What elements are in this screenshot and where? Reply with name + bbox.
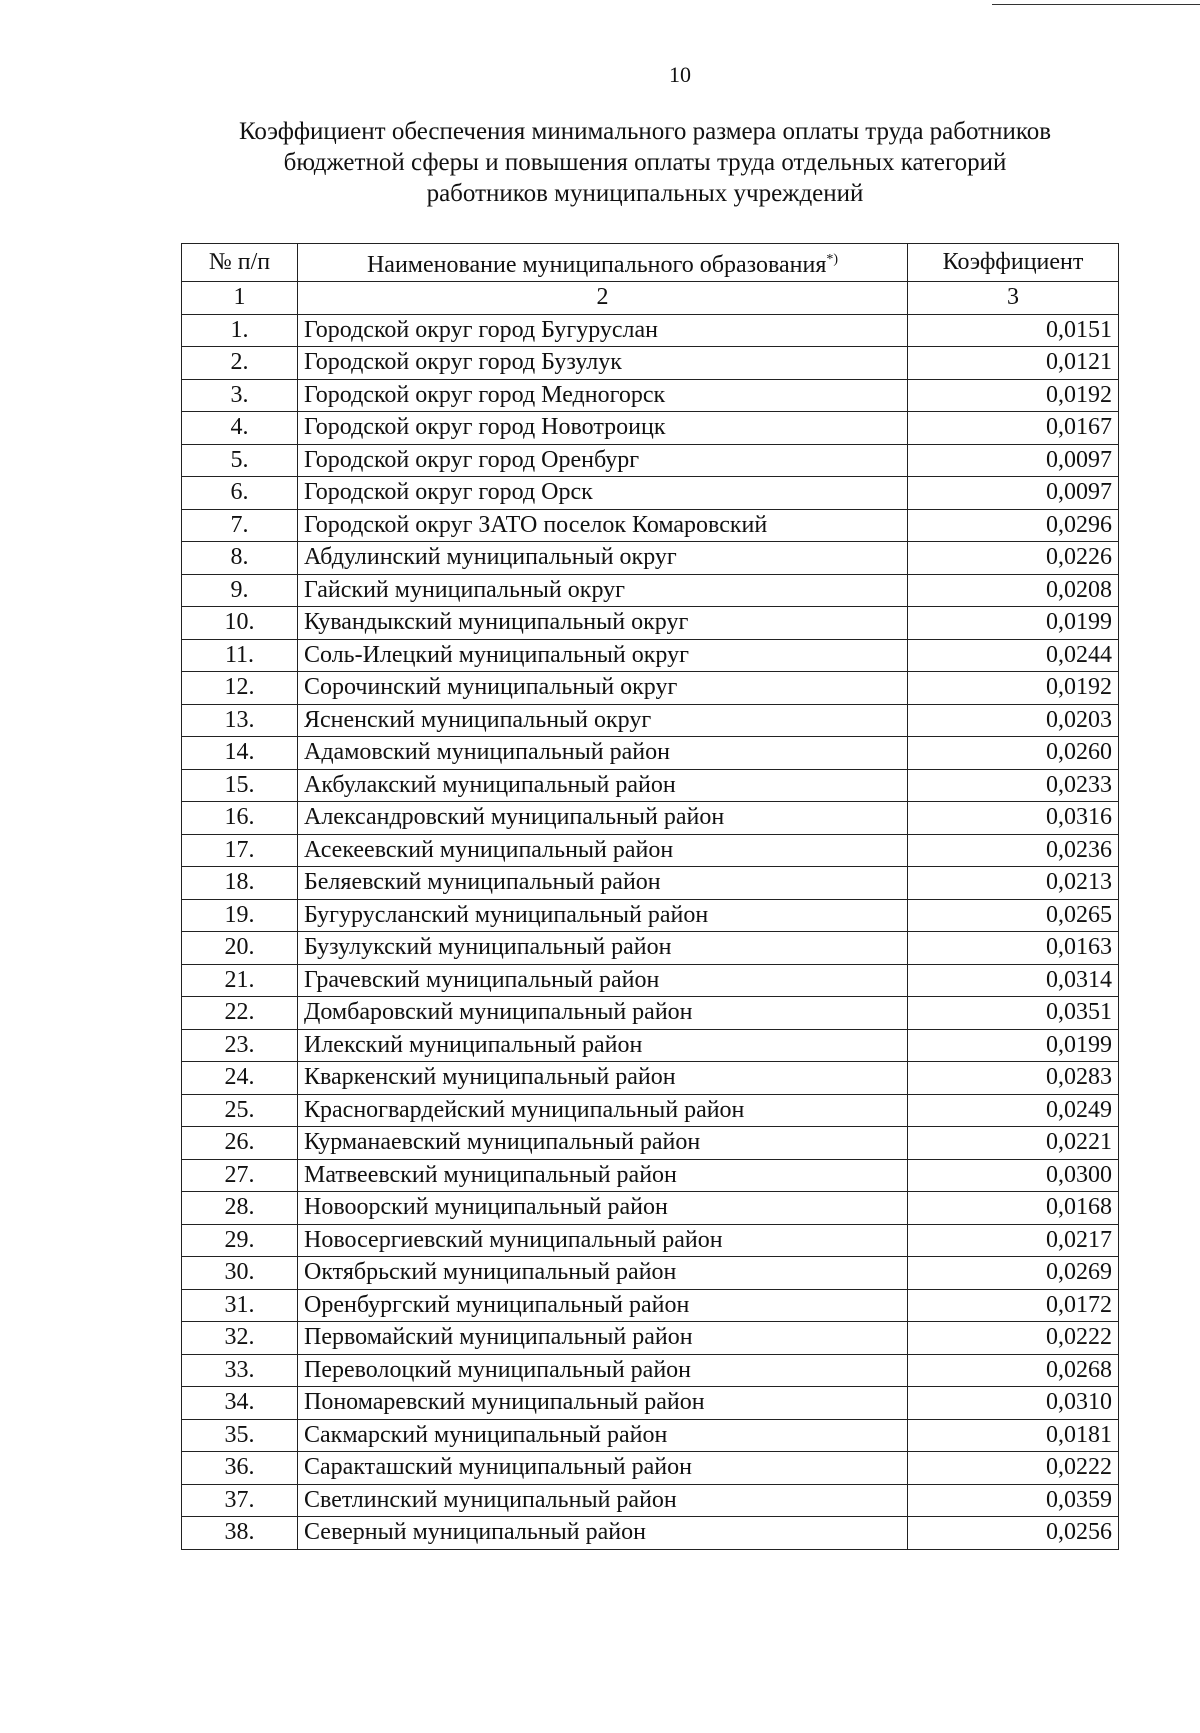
municipality-name: Гайский муниципальный округ <box>298 574 908 607</box>
row-number: 15. <box>182 769 298 802</box>
coefficient-value: 0,0192 <box>908 379 1119 412</box>
municipality-name: Переволоцкий муниципальный район <box>298 1354 908 1387</box>
coefficient-value: 0,0221 <box>908 1127 1119 1160</box>
row-number: 28. <box>182 1192 298 1225</box>
row-number: 22. <box>182 997 298 1030</box>
row-number: 27. <box>182 1159 298 1192</box>
coefficient-value: 0,0172 <box>908 1289 1119 1322</box>
row-number: 19. <box>182 899 298 932</box>
row-number: 34. <box>182 1387 298 1420</box>
municipality-name: Первомайский муниципальный район <box>298 1322 908 1355</box>
row-number: 29. <box>182 1224 298 1257</box>
table-row <box>182 379 1119 412</box>
table-body <box>182 314 1119 1549</box>
table-row <box>182 509 1119 542</box>
column-number-3: 3 <box>908 282 1119 315</box>
municipality-name: Оренбургский муниципальный район <box>298 1289 908 1322</box>
table-row <box>182 899 1119 932</box>
coefficient-value: 0,0316 <box>908 802 1119 835</box>
row-number: 21. <box>182 964 298 997</box>
coefficient-value: 0,0121 <box>908 347 1119 380</box>
table-row <box>182 607 1119 640</box>
row-number: 24. <box>182 1062 298 1095</box>
municipality-name: Городской округ город Орск <box>298 477 908 510</box>
coefficient-value: 0,0168 <box>908 1192 1119 1225</box>
table-row <box>182 997 1119 1030</box>
row-number: 32. <box>182 1322 298 1355</box>
header-name-label: Наименование муниципального образования <box>366 252 827 278</box>
table-row <box>182 1257 1119 1290</box>
municipality-name: Грачевский муниципальный район <box>298 964 908 997</box>
table-row <box>182 444 1119 477</box>
table-row <box>182 1322 1119 1355</box>
table-row <box>182 867 1119 900</box>
municipality-name: Александровский муниципальный район <box>298 802 908 835</box>
row-number: 38. <box>182 1517 298 1550</box>
row-number: 33. <box>182 1354 298 1387</box>
title-line-2: бюджетной сферы и повышения оплаты труда отдельных категорий <box>283 149 1007 176</box>
row-number: 14. <box>182 737 298 770</box>
table-row <box>182 964 1119 997</box>
municipality-name: Кваркенский муниципальный район <box>298 1062 908 1095</box>
coefficient-value: 0,0233 <box>908 769 1119 802</box>
table-row <box>182 802 1119 835</box>
row-number: 13. <box>182 704 298 737</box>
row-number: 30. <box>182 1257 298 1290</box>
municipality-name: Акбулакский муниципальный район <box>298 769 908 802</box>
row-number: 10. <box>182 607 298 640</box>
table-row <box>182 1289 1119 1322</box>
municipality-name: Городской округ город Бугуруслан <box>298 314 908 347</box>
table-row <box>182 1062 1119 1095</box>
municipality-name: Городской округ ЗАТО поселок Комаровский <box>298 509 908 542</box>
table-row <box>182 1517 1119 1550</box>
row-number: 20. <box>182 932 298 965</box>
municipality-name: Илекский муниципальный район <box>298 1029 908 1062</box>
municipality-name: Новосергиевский муниципальный район <box>298 1224 908 1257</box>
row-number: 4. <box>182 412 298 445</box>
table-header-row <box>182 244 1119 282</box>
coefficient-value: 0,0222 <box>908 1322 1119 1355</box>
municipality-name: Городской округ город Новотроицк <box>298 412 908 445</box>
municipality-name: Асекеевский муниципальный район <box>298 834 908 867</box>
header-coefficient: Коэффициент <box>908 244 1119 282</box>
row-number: 5. <box>182 444 298 477</box>
table-row <box>182 1127 1119 1160</box>
municipality-name: Бугурусланский муниципальный район <box>298 899 908 932</box>
coefficient-value: 0,0199 <box>908 607 1119 640</box>
table-row <box>182 639 1119 672</box>
table-row <box>182 1452 1119 1485</box>
row-number: 23. <box>182 1029 298 1062</box>
municipality-name: Курманаевский муниципальный район <box>298 1127 908 1160</box>
header-number: № п/п <box>182 244 298 282</box>
page-number: 10 <box>669 62 691 87</box>
row-number: 35. <box>182 1419 298 1452</box>
table-row <box>182 1224 1119 1257</box>
municipality-name: Сакмарский муниципальный район <box>298 1419 908 1452</box>
table-row <box>182 412 1119 445</box>
header-name-footnote-mark: *) <box>826 252 839 267</box>
table-row <box>182 1387 1119 1420</box>
row-number: 31. <box>182 1289 298 1322</box>
coefficient-value: 0,0310 <box>908 1387 1119 1420</box>
row-number: 6. <box>182 477 298 510</box>
top-edge-rule <box>992 4 1200 5</box>
municipality-name: Сорочинский муниципальный округ <box>298 672 908 705</box>
table-row <box>182 1354 1119 1387</box>
coefficient-value: 0,0236 <box>908 834 1119 867</box>
table-row <box>182 574 1119 607</box>
coefficient-value: 0,0283 <box>908 1062 1119 1095</box>
coefficient-value: 0,0249 <box>908 1094 1119 1127</box>
coefficient-value: 0,0199 <box>908 1029 1119 1062</box>
coefficient-value: 0,0296 <box>908 509 1119 542</box>
coefficient-value: 0,0192 <box>908 672 1119 705</box>
header-name <box>298 244 908 282</box>
municipality-name: Городской округ город Бузулук <box>298 347 908 380</box>
coefficient-value: 0,0213 <box>908 867 1119 900</box>
municipality-name: Новоорский муниципальный район <box>298 1192 908 1225</box>
row-number: 25. <box>182 1094 298 1127</box>
municipality-name: Бузулукский муниципальный район <box>298 932 908 965</box>
table-row <box>182 1029 1119 1062</box>
row-number: 17. <box>182 834 298 867</box>
coefficient-value: 0,0359 <box>908 1484 1119 1517</box>
table-row <box>182 542 1119 575</box>
table-row <box>182 932 1119 965</box>
coefficient-value: 0,0151 <box>908 314 1119 347</box>
municipality-name: Светлинский муниципальный район <box>298 1484 908 1517</box>
municipality-name: Домбаровский муниципальный район <box>298 997 908 1030</box>
coefficients-table <box>181 243 1119 1550</box>
coefficient-value: 0,0351 <box>908 997 1119 1030</box>
row-number: 9. <box>182 574 298 607</box>
municipality-name: Беляевский муниципальный район <box>298 867 908 900</box>
row-number: 1. <box>182 314 298 347</box>
row-number: 7. <box>182 509 298 542</box>
row-number: 18. <box>182 867 298 900</box>
coefficient-value: 0,0265 <box>908 899 1119 932</box>
municipality-name: Матвеевский муниципальный район <box>298 1159 908 1192</box>
table-row <box>182 672 1119 705</box>
coefficient-value: 0,0203 <box>908 704 1119 737</box>
coefficient-value: 0,0222 <box>908 1452 1119 1485</box>
table-row <box>182 347 1119 380</box>
municipality-name: Ясненский муниципальный округ <box>298 704 908 737</box>
coefficient-value: 0,0260 <box>908 737 1119 770</box>
row-number: 8. <box>182 542 298 575</box>
table-row <box>182 314 1119 347</box>
coefficient-value: 0,0208 <box>908 574 1119 607</box>
municipality-name: Саракташский муниципальный район <box>298 1452 908 1485</box>
row-number: 36. <box>182 1452 298 1485</box>
municipality-name: Кувандыкский муниципальный округ <box>298 607 908 640</box>
table-row <box>182 834 1119 867</box>
municipality-name: Абдулинский муниципальный округ <box>298 542 908 575</box>
table-row <box>182 477 1119 510</box>
municipality-name: Соль-Илецкий муниципальный округ <box>298 639 908 672</box>
coefficient-value: 0,0244 <box>908 639 1119 672</box>
title-line-3: работников муниципальных учреждений <box>426 180 864 207</box>
row-number: 11. <box>182 639 298 672</box>
table-row <box>182 769 1119 802</box>
municipality-name: Красногвардейский муниципальный район <box>298 1094 908 1127</box>
coefficient-value: 0,0300 <box>908 1159 1119 1192</box>
row-number: 37. <box>182 1484 298 1517</box>
coefficient-value: 0,0256 <box>908 1517 1119 1550</box>
table-row <box>182 1159 1119 1192</box>
municipality-name: Северный муниципальный район <box>298 1517 908 1550</box>
table-row <box>182 1192 1119 1225</box>
row-number: 12. <box>182 672 298 705</box>
table-row <box>182 704 1119 737</box>
row-number: 16. <box>182 802 298 835</box>
column-number-2: 2 <box>298 282 908 315</box>
coefficient-value: 0,0217 <box>908 1224 1119 1257</box>
municipality-name: Октябрьский муниципальный район <box>298 1257 908 1290</box>
title-line-1: Коэффициент обеспечения минимального размера оплаты труда работников <box>238 118 1052 145</box>
municipality-name: Адамовский муниципальный район <box>298 737 908 770</box>
coefficient-value: 0,0097 <box>908 444 1119 477</box>
coefficient-value: 0,0226 <box>908 542 1119 575</box>
row-number: 26. <box>182 1127 298 1160</box>
row-number: 3. <box>182 379 298 412</box>
municipality-name: Городской округ город Медногорск <box>298 379 908 412</box>
coefficient-value: 0,0268 <box>908 1354 1119 1387</box>
document-title <box>120 116 1170 209</box>
municipality-name: Городской округ город Оренбург <box>298 444 908 477</box>
table-row <box>182 1419 1119 1452</box>
row-number: 2. <box>182 347 298 380</box>
coefficient-value: 0,0163 <box>908 932 1119 965</box>
coefficient-value: 0,0167 <box>908 412 1119 445</box>
coefficient-value: 0,0097 <box>908 477 1119 510</box>
column-number-1: 1 <box>182 282 298 315</box>
table-row <box>182 737 1119 770</box>
table-row <box>182 1094 1119 1127</box>
column-number-row <box>182 282 1119 315</box>
coefficient-value: 0,0181 <box>908 1419 1119 1452</box>
coefficient-value: 0,0314 <box>908 964 1119 997</box>
municipality-name: Пономаревский муниципальный район <box>298 1387 908 1420</box>
coefficient-value: 0,0269 <box>908 1257 1119 1290</box>
table-row <box>182 1484 1119 1517</box>
